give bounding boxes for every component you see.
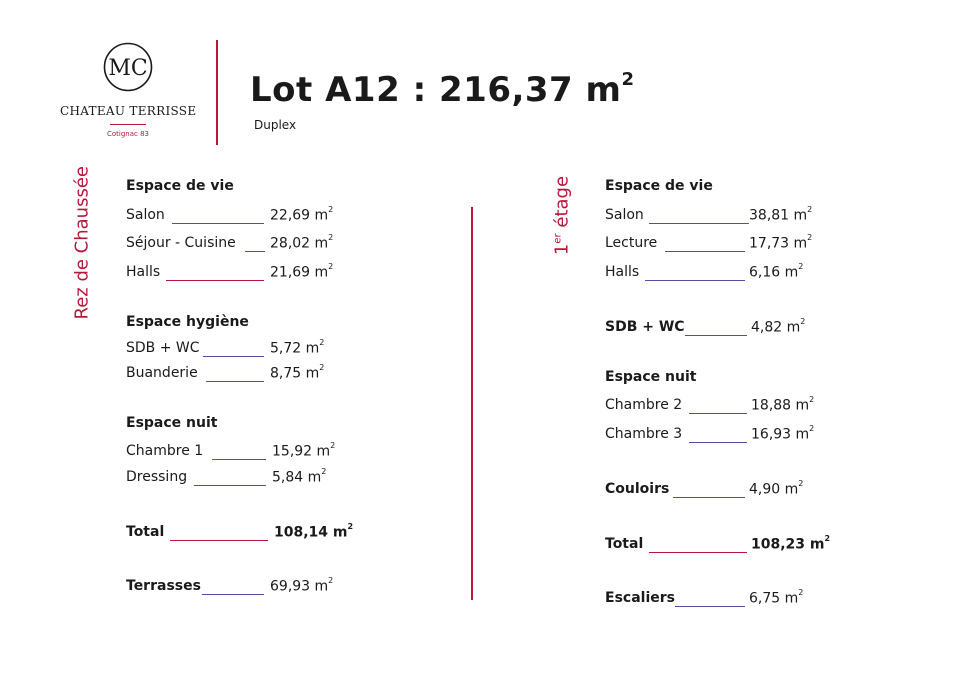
first-floor-label-num: 1 <box>551 243 573 256</box>
first-row-total <box>605 536 835 556</box>
row-value <box>272 469 326 486</box>
ground-row-total <box>126 524 356 544</box>
row-label: Couloirs <box>605 481 670 497</box>
row-leader <box>245 251 265 252</box>
row-value <box>749 590 803 607</box>
unit-sup: 2 <box>330 441 336 450</box>
row-value-text: 108,23 m <box>751 536 825 553</box>
row-leader <box>206 381 264 382</box>
ground-section-nuit: Espace nuit <box>126 415 218 431</box>
row-value-text: 38,81 m <box>749 207 808 224</box>
unit-sup: 2 <box>328 233 334 242</box>
first-floor-label-text: étage <box>551 175 573 234</box>
row-label: Terrasses <box>126 578 201 594</box>
row-label: Escaliers <box>605 590 675 606</box>
ground-row-terrasses <box>126 578 346 598</box>
first-row-couloirs <box>605 481 825 501</box>
row-value <box>749 235 812 252</box>
ground-section-vie: Espace de vie <box>126 178 234 194</box>
row-value <box>751 397 814 414</box>
row-value-text: 69,93 m <box>270 578 329 595</box>
row-label: Salon <box>605 207 644 223</box>
monogram-text: MC <box>108 56 148 81</box>
row-value-text: 21,69 m <box>270 264 329 281</box>
first-row-chambre2 <box>605 397 825 417</box>
ground-row-dressing <box>126 469 346 489</box>
row-label: Buanderie <box>126 365 198 381</box>
row-value <box>749 264 803 281</box>
row-value-text: 17,73 m <box>749 235 808 252</box>
ground-section-hygiene: Espace hygiène <box>126 314 249 330</box>
logo <box>60 42 196 138</box>
unit-sup: 2 <box>798 588 804 597</box>
page-title-text: Lot A12 : 216,37 m <box>250 70 622 110</box>
ground-row-sejour <box>126 235 346 255</box>
unit-sup: 2 <box>328 262 334 271</box>
unit-sup: 2 <box>319 338 325 347</box>
row-value <box>270 365 324 382</box>
row-label: Séjour - Cuisine <box>126 235 236 251</box>
unit-sup: 2 <box>798 262 804 271</box>
row-value <box>751 426 814 443</box>
logo-rule <box>110 124 146 125</box>
row-leader <box>675 606 745 607</box>
row-value <box>749 207 812 224</box>
monogram-seal-icon <box>103 42 153 92</box>
unit-sup: 2 <box>321 467 327 476</box>
row-value-text: 6,16 m <box>749 264 799 281</box>
row-value-text: 6,75 m <box>749 590 799 607</box>
logo-place: Cotignac 83 <box>106 130 149 138</box>
ground-row-chambre1 <box>126 443 346 463</box>
ground-row-buanderie <box>126 365 346 385</box>
first-row-sdb <box>605 319 825 339</box>
first-row-escaliers <box>605 590 825 610</box>
unit-sup: 2 <box>800 317 806 326</box>
row-label: Chambre 3 <box>605 426 683 442</box>
page-title-sup: 2 <box>621 68 635 90</box>
row-label: SDB + WC <box>605 319 685 335</box>
row-value-text: 8,75 m <box>270 365 320 382</box>
row-leader <box>166 280 264 281</box>
unit-sup: 2 <box>809 395 815 404</box>
row-value-text: 22,69 m <box>270 207 329 224</box>
row-value-text: 18,88 m <box>751 397 810 414</box>
row-leader <box>685 335 747 336</box>
unit-sup: 2 <box>328 205 334 214</box>
row-value-text: 5,84 m <box>272 469 322 486</box>
row-value <box>749 481 803 498</box>
row-value <box>270 264 333 281</box>
row-leader <box>689 413 747 414</box>
row-value <box>270 340 324 357</box>
logo-name: CHATEAU TERRISSE <box>60 104 197 118</box>
unit-sup: 2 <box>319 363 325 372</box>
row-leader <box>212 459 266 460</box>
unit-sup: 2 <box>798 479 804 488</box>
first-floor-label-sup: er <box>552 233 564 244</box>
unit-sup: 2 <box>328 576 334 585</box>
row-leader <box>649 552 747 553</box>
row-value-text: 16,93 m <box>751 426 810 443</box>
row-label: Lecture <box>605 235 658 251</box>
first-row-halls <box>605 264 825 284</box>
row-label: Total <box>605 536 644 552</box>
row-value <box>274 524 353 541</box>
row-value <box>751 319 805 336</box>
first-row-lecture <box>605 235 825 255</box>
first-section-vie: Espace de vie <box>605 178 713 194</box>
row-label: Dressing <box>126 469 188 485</box>
row-value <box>272 443 335 460</box>
row-label: Salon <box>126 207 165 223</box>
row-leader <box>649 223 749 224</box>
row-label: Chambre 1 <box>126 443 204 459</box>
unit-sup: 2 <box>807 233 813 242</box>
row-value-text: 15,92 m <box>272 443 331 460</box>
row-leader <box>202 594 264 595</box>
row-label: Total <box>126 524 165 540</box>
row-leader <box>172 223 264 224</box>
row-leader <box>689 442 747 443</box>
first-section-nuit: Espace nuit <box>605 369 697 385</box>
row-value-text: 108,14 m <box>274 524 348 541</box>
unit-sup: 2 <box>809 424 815 433</box>
header-divider <box>216 40 218 145</box>
row-value-text: 28,02 m <box>270 235 329 252</box>
first-floor-label <box>552 166 573 266</box>
first-row-salon <box>605 207 825 227</box>
page-title <box>250 70 635 110</box>
row-value-text: 4,90 m <box>749 481 799 498</box>
row-leader <box>665 251 745 252</box>
ground-floor-label: Rez de Chaussée <box>71 166 93 320</box>
row-value <box>270 207 333 224</box>
ground-row-halls <box>126 264 346 284</box>
ground-row-sdb <box>126 340 346 360</box>
row-leader <box>194 485 266 486</box>
column-divider <box>471 207 473 600</box>
row-leader <box>170 540 268 541</box>
row-leader <box>645 280 745 281</box>
row-label: Halls <box>605 264 640 280</box>
row-value-text: 4,82 m <box>751 319 801 336</box>
row-label: Halls <box>126 264 161 280</box>
unit-sup: 2 <box>824 534 831 543</box>
row-value <box>270 578 333 595</box>
row-label: Chambre 2 <box>605 397 683 413</box>
page-subtitle: Duplex <box>254 118 297 132</box>
row-leader <box>673 497 745 498</box>
row-value-text: 5,72 m <box>270 340 320 357</box>
first-row-chambre3 <box>605 426 825 446</box>
ground-row-salon <box>126 207 346 227</box>
row-value <box>751 536 830 553</box>
unit-sup: 2 <box>347 522 354 531</box>
row-leader <box>203 356 264 357</box>
row-label: SDB + WC <box>126 340 200 356</box>
row-value <box>270 235 333 252</box>
unit-sup: 2 <box>807 205 813 214</box>
